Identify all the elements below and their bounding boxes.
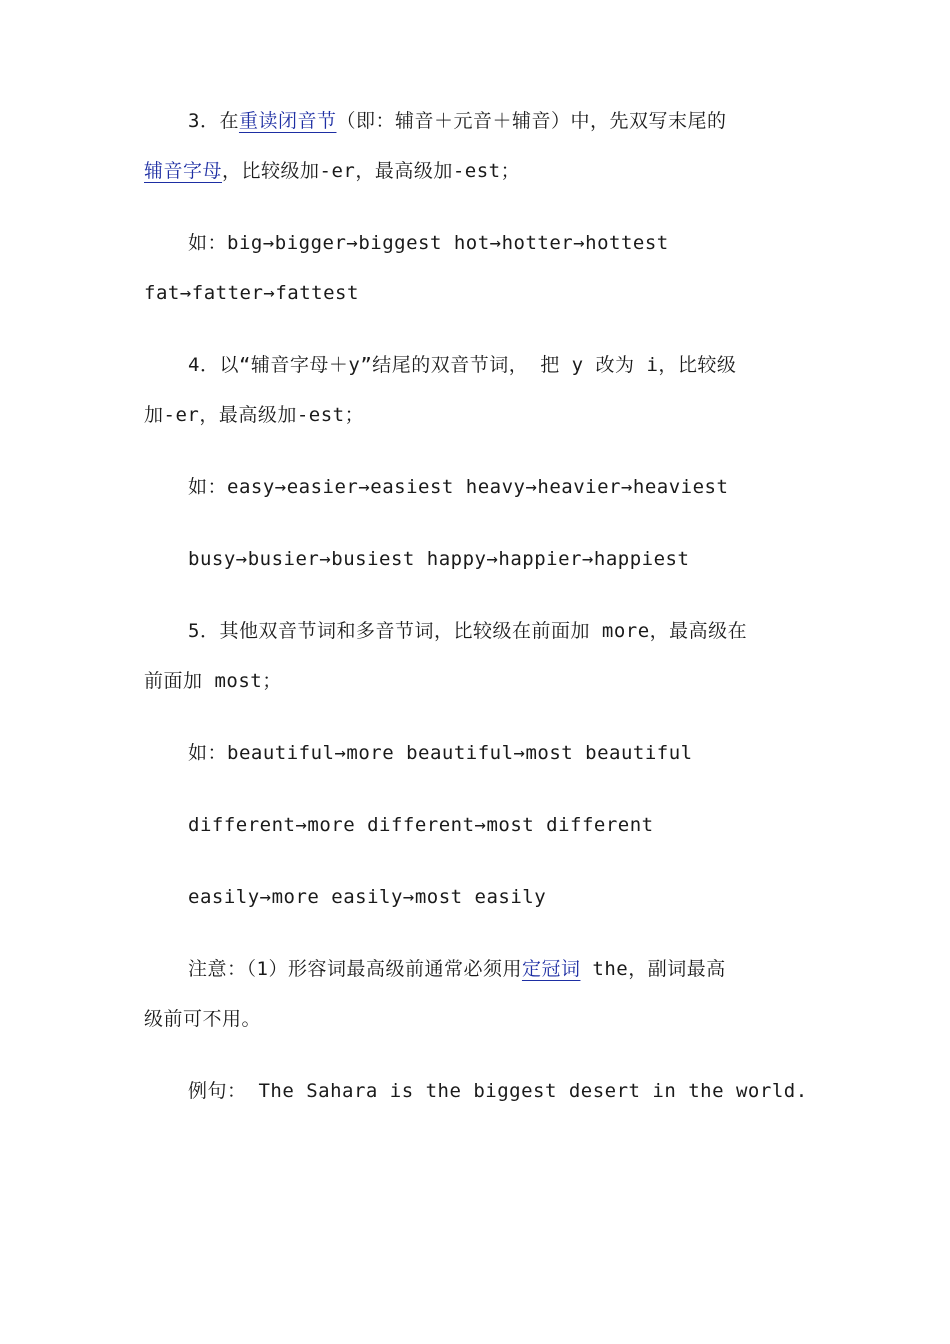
example-sentence: 例句： The Sahara is the biggest desert in the world. — [188, 1080, 808, 1102]
rule-3-example-1: 如：big→bigger→biggest hot→hotter→hottest — [188, 232, 669, 254]
rule-5-example-1: 如：beautiful→more beautiful→most beautiful — [188, 742, 693, 764]
rule-4-line-2: 加-er，最高级加-est； — [144, 404, 365, 426]
rule-3-line-2-post: ，比较级加-er，最高级加-est； — [222, 160, 521, 182]
note-line-2: 级前可不用。 — [144, 1008, 262, 1030]
link-stressed-closed-syllable[interactable]: 重读闭音节 — [238, 110, 337, 132]
link-definite-article[interactable]: 定冠词 — [521, 958, 581, 980]
rule-4-example-2: busy→busier→busiest happy→happier→happiest — [188, 548, 690, 570]
rule-3-post: （即：辅音＋元音＋辅音）中，先双写末尾的 — [336, 110, 727, 132]
rule-3-pre: 在 — [219, 110, 239, 132]
rule-3-example-2: fat→fatter→fattest — [144, 282, 359, 304]
rule-5-line-2: 前面加 most； — [144, 670, 282, 692]
rule-5-example-3: easily→more easily→most easily — [188, 886, 547, 908]
note-post: the，副词最高 — [580, 958, 726, 980]
rule-3-number: 3． — [188, 110, 220, 132]
rule-5-example-2: different→more different→most different — [188, 814, 654, 836]
rule-4-line-1: 4．以“辅音字母＋y”结尾的双音节词， 把 y 改为 i，比较级 — [188, 354, 737, 376]
note-pre: 注意：（1）形容词最高级前通常必须用 — [188, 958, 522, 980]
rule-5-line-1: 5．其他双音节词和多音节词，比较级在前面加 more，最高级在 — [188, 620, 748, 642]
link-consonant-letter[interactable]: 辅音字母 — [144, 160, 223, 182]
note-line-1 — [188, 956, 726, 982]
rule-3-line-1 — [188, 108, 727, 134]
rule-3-line-2 — [144, 158, 520, 184]
rule-4-example-1: 如：easy→easier→easiest heavy→heavier→heaviest — [188, 476, 729, 498]
